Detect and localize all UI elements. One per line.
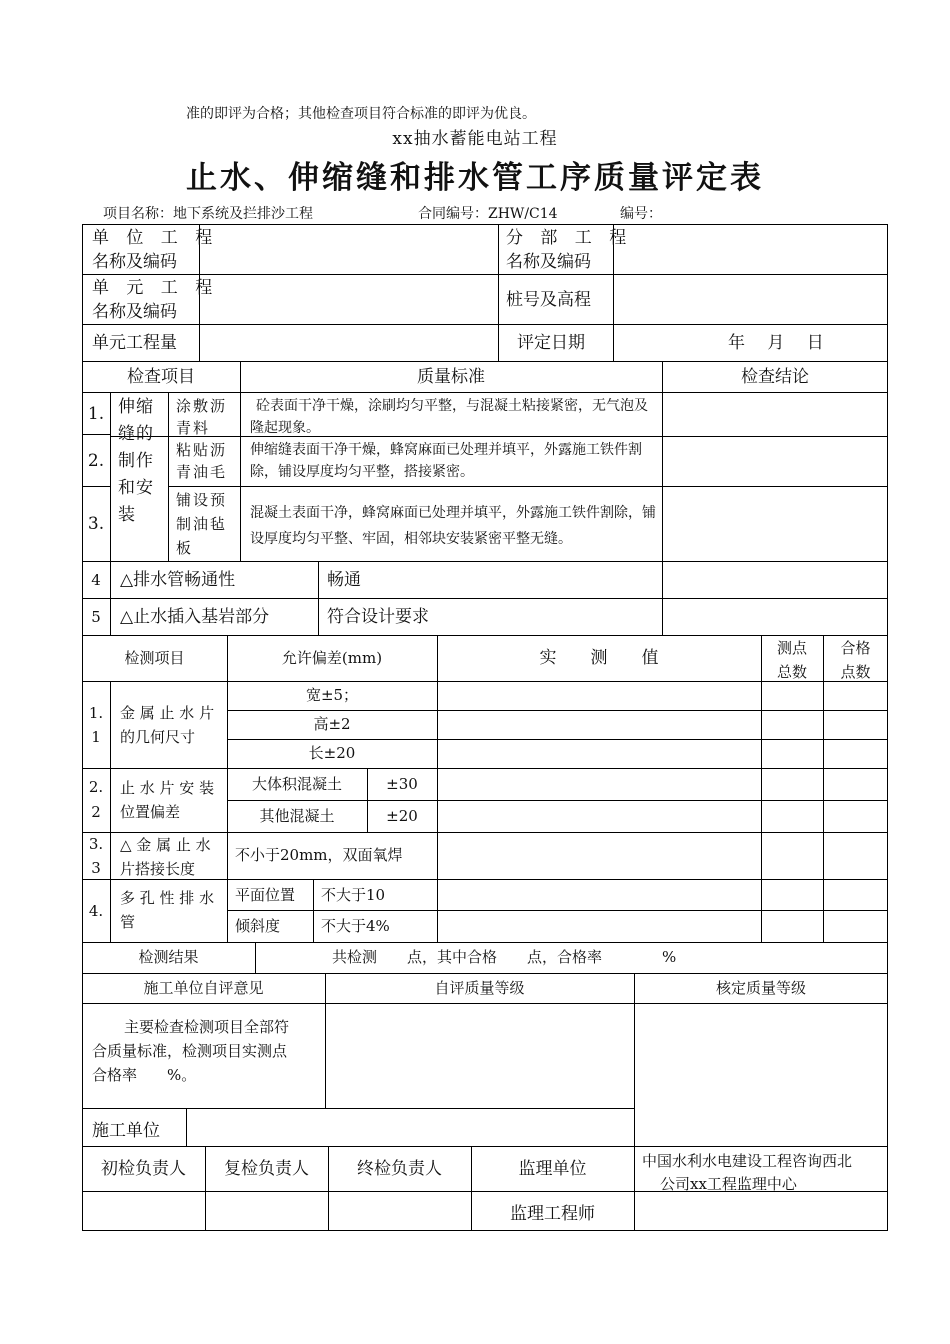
rule bbox=[227, 910, 888, 911]
m-row-4-number: 4. bbox=[88, 902, 104, 920]
m-row-2-label: 止 水 片 安 装 bbox=[120, 779, 215, 797]
pass-points-header-2: 点数 bbox=[840, 663, 871, 681]
element-project-label: 单 元 工 程 bbox=[92, 278, 219, 298]
rule bbox=[168, 486, 888, 487]
row-4-number: 4 bbox=[91, 571, 101, 589]
rule bbox=[255, 942, 256, 973]
rule bbox=[82, 392, 888, 393]
rule bbox=[227, 800, 888, 801]
row-3-subitem: 铺设预制油毡板 bbox=[176, 491, 228, 557]
rule bbox=[82, 486, 110, 487]
rule bbox=[82, 942, 888, 943]
quality-standard-header: 质量标准 bbox=[417, 367, 485, 387]
m-row-3-label-2: 片搭接长度 bbox=[120, 860, 196, 878]
m-row-3-number: 3. bbox=[88, 835, 104, 853]
self-grade-header: 自评质量等级 bbox=[434, 979, 525, 997]
rule bbox=[634, 1146, 635, 1231]
self-opinion-text: 主要检查检测项目全部符 bbox=[124, 1018, 290, 1036]
rule bbox=[82, 879, 888, 880]
m-row-3-label: △ 金 属 止 水 bbox=[120, 836, 211, 854]
rule bbox=[662, 361, 663, 635]
rule bbox=[82, 832, 888, 833]
row-5-number: 5 bbox=[91, 608, 101, 626]
total-points-header: 测点 bbox=[776, 639, 807, 657]
plane-position-tolerance: 不大于10 bbox=[321, 886, 386, 904]
row-1-standard: 砼表面干净干燥，涂刷均匀平整，与混凝土粘接紧密，无气泡及隆起现象。 bbox=[250, 398, 648, 435]
rule bbox=[227, 710, 888, 711]
inspection-conclusion-header: 检查结论 bbox=[741, 367, 809, 387]
m-row-1-number-2: 1 bbox=[91, 728, 101, 746]
eval-date-blank: 年 月 日 bbox=[728, 333, 824, 353]
m-row-2-number: 2. bbox=[88, 778, 104, 796]
rule bbox=[313, 879, 314, 942]
serial-number: 编号： bbox=[620, 206, 662, 222]
tolerance-header: 允许偏差(mm) bbox=[281, 649, 383, 667]
form-title: 止水、伸缩缝和排水管工序质量评定表 bbox=[186, 160, 764, 196]
rule bbox=[82, 1108, 634, 1109]
final-inspector-label: 终检负责人 bbox=[357, 1159, 442, 1179]
station-elevation-label: 桩号及高程 bbox=[506, 290, 591, 310]
inclination-tolerance: 不大于4% bbox=[321, 917, 390, 935]
row-4-item: △排水管畅通性 bbox=[120, 570, 236, 590]
m-row-4-label-2: 管 bbox=[120, 913, 136, 931]
row-2-subitem: 粘贴沥青油毛 bbox=[176, 441, 228, 481]
supervision-unit-label: 监理单位 bbox=[518, 1159, 587, 1179]
m-row-1-number: 1. bbox=[88, 704, 104, 722]
rule bbox=[110, 436, 888, 437]
supervision-unit-name: 中国水利水电建设工程咨询西北 bbox=[642, 1152, 853, 1170]
row-1-number: 1. bbox=[87, 404, 105, 424]
supervising-engineer-label: 监理工程师 bbox=[510, 1204, 595, 1224]
mass-concrete-label: 大体积混凝土 bbox=[251, 775, 342, 793]
project-subtitle: xx抽水蓄能电站工程 bbox=[392, 129, 558, 149]
pass-points-header: 合格 bbox=[840, 639, 871, 657]
header-note: 准的即评为合格；其他检查项目符合标准的即评为优良。 bbox=[186, 106, 536, 122]
verified-grade-header: 核定质量等级 bbox=[715, 979, 806, 997]
rule bbox=[498, 224, 499, 361]
m-row-2-label-2: 位置偏差 bbox=[120, 803, 181, 821]
rule bbox=[82, 434, 110, 435]
rule bbox=[318, 561, 319, 635]
m-row-1-label: 金 属 止 水 片 bbox=[120, 704, 215, 722]
row-4-standard: 畅通 bbox=[327, 570, 361, 590]
self-opinion-header: 施工单位自评意见 bbox=[143, 979, 264, 997]
rule bbox=[186, 1108, 187, 1146]
rule bbox=[82, 973, 888, 974]
recheck-inspector-label: 复检负责人 bbox=[224, 1159, 309, 1179]
row-2-standard: 伸缩缝表面干净干燥，蜂窝麻面已处理并填平，外露施工铁件割除，铺设厚度均匀平整，搭接紧密。 bbox=[250, 442, 642, 480]
row-5-standard: 符合设计要求 bbox=[327, 607, 429, 627]
rule bbox=[110, 392, 111, 561]
total-points-header-2: 总数 bbox=[776, 663, 807, 681]
rule bbox=[82, 324, 888, 325]
self-opinion-text-2: 合质量标准，检测项目实测点 bbox=[92, 1042, 288, 1060]
sub-project-label: 分 部 工 程 bbox=[506, 228, 633, 248]
initial-inspector-label: 初检负责人 bbox=[101, 1159, 186, 1179]
mass-concrete-tolerance: ±30 bbox=[386, 775, 418, 793]
rule bbox=[82, 561, 888, 562]
self-opinion-text-3: 合格率 %。 bbox=[92, 1066, 197, 1084]
tol-width: 宽±5； bbox=[305, 686, 359, 704]
rule bbox=[82, 635, 888, 636]
m-row-2-number-2: 2 bbox=[91, 803, 101, 821]
other-concrete-tolerance: ±20 bbox=[386, 807, 418, 825]
row-5-item: △止水插入基岩部分 bbox=[120, 607, 270, 627]
eval-date-label: 评定日期 bbox=[517, 333, 585, 353]
rule bbox=[110, 561, 111, 635]
element-project-label-2: 名称及编码 bbox=[92, 302, 177, 322]
m-row-1-label-2: 的几何尺寸 bbox=[120, 728, 196, 746]
expansion-joint-group-label: 伸缩缝的制作和安装 bbox=[118, 397, 154, 525]
inspection-item-header: 检查项目 bbox=[127, 367, 195, 387]
rule bbox=[110, 681, 111, 942]
rule bbox=[168, 392, 169, 561]
rule bbox=[82, 768, 888, 769]
overlap-length-tolerance: 不小于20mm，双面氧焊 bbox=[235, 846, 403, 864]
plane-position-label: 平面位置 bbox=[235, 886, 296, 904]
rule bbox=[82, 1003, 888, 1004]
test-result-label: 检测结果 bbox=[138, 948, 199, 966]
rule bbox=[437, 635, 438, 942]
rule bbox=[227, 739, 888, 740]
sub-project-label-2: 名称及编码 bbox=[506, 252, 591, 272]
element-quantity-label: 单元工程量 bbox=[92, 333, 177, 353]
rule bbox=[82, 361, 888, 362]
row-2-number: 2. bbox=[87, 451, 105, 471]
tol-length: 长±20 bbox=[308, 744, 356, 762]
inclination-label: 倾斜度 bbox=[235, 917, 281, 935]
m-row-3-number-2: 3 bbox=[91, 859, 101, 877]
other-concrete-label: 其他混凝土 bbox=[259, 807, 335, 825]
rule bbox=[82, 274, 888, 275]
construction-unit-label: 施工单位 bbox=[92, 1121, 160, 1141]
rule bbox=[82, 1146, 888, 1147]
measure-item-header: 检测项目 bbox=[124, 649, 185, 667]
tol-height: 高±2 bbox=[313, 715, 351, 733]
row-1-subitem: 涂敷沥青料 bbox=[176, 397, 228, 435]
test-result-text: 共检测 点，其中合格 点，合格率 % bbox=[332, 948, 677, 966]
row-3-number: 3. bbox=[87, 514, 105, 534]
row-3-standard: 混凝土表面干净，蜂窝麻面已处理并填平，外露施工铁件割除，铺设厚度均匀平整、牢固，相邻块安装紧密平整无缝。 bbox=[250, 505, 656, 547]
rule bbox=[82, 598, 888, 599]
m-row-4-label: 多 孔 性 排 水 bbox=[120, 889, 215, 907]
unit-project-label: 单 位 工 程 bbox=[92, 228, 219, 248]
rule bbox=[240, 392, 241, 561]
measured-values-header: 实 测 值 bbox=[539, 648, 659, 668]
unit-project-label-2: 名称及编码 bbox=[92, 252, 177, 272]
project-name: 项目名称：地下系统及拦排沙工程 bbox=[103, 206, 313, 222]
contract-number: 合同编号：ZHW/C14 bbox=[418, 206, 558, 222]
supervision-unit-name-2: 公司xx工程监理中心 bbox=[660, 1175, 797, 1193]
